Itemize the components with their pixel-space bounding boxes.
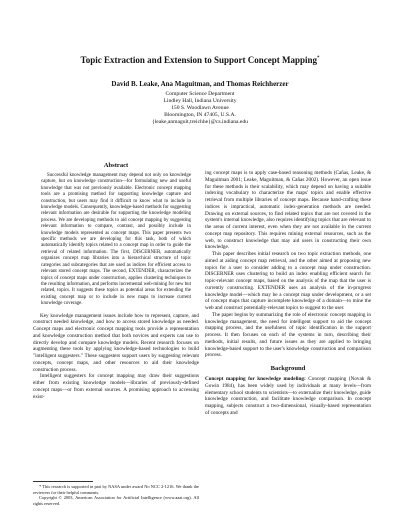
footnote-block [33, 481, 199, 506]
body-paragraph: ing concept maps is to apply case-based reasoning methods (Cañas, Leake, & Maguitman 2001; Leake, Maguitman, & Cañas 2002). However, an open issue for these methods is their scalability, which may depend on having a suitable indexing vocabulary to characterize the maps' topics and enable effective retrieval from multiple libraries of concept maps. Because hand-crafting these indices is impractical, automatic index-generation methods are needed. Drawing on external sources, to find related topics that are not covered in the system's internal knowledge, also requires identifying topics that are relevant to the areas of current interest, even when they are not available in the current concept map repository. This requires mining external resources, such as the web, to construct knowledge that may aid users in constructing their own knowledge. [205, 170, 371, 251]
background-body [205, 376, 371, 417]
body-paragraph: The paper begins by summarizing the role of electronic concept mapping in knowledge management, the need for intelligent support to aid the concept mapping process, and the usefulness of topic identification in the support process. It then focuses on each of the systems in turn, describing their methods, initial results, and future issues as they are applied to bringing knowledge-based support to the user's knowledge construction and comparison process. [205, 311, 371, 359]
author-list: David B. Leake, Ana Maguitman, and Thomas Reichherzer [111, 80, 289, 88]
body-paragraph: Key knowledge management issues include how to represent, capture, and construct needed knowledge, and how to access stored knowledge as needed. Concept maps and electronic concept mapping tools provide a representation and knowledge construction method that both novices and experts can use to directly develop and compare knowledge models. Recent research focuses on augmenting these tools by applying knowledge-based technologies to build "intelligent suggesters." These suggesters support users by suggesting relevant concepts, concept maps, and other resources to aid their knowledge construction process. [33, 312, 199, 373]
background-heading: Background [270, 365, 306, 372]
paper-title [30, 53, 370, 66]
intro-body [33, 313, 199, 401]
title-footnote-mark: * [316, 56, 320, 61]
background-lead: Concept mapping for knowledge modeling: [205, 376, 306, 382]
footnote-rule [33, 481, 93, 482]
title-text: Topic Extraction and Extension to Support Concept Mapping [80, 55, 317, 65]
affiliation-line: 150 S. Woodlawn Avenue [171, 105, 229, 111]
body-paragraph: This paper describes initial research on two topic extraction methods, one aimed at aiding concept map retrieval, and the other aimed at proposing new topics for a user to consider adding to a concept map under construction. DISCERNER uses clustering to build an index enabling efficient search for topic-relevant concept maps, based on the analysis of the map that the user is currently constructing. EXTENDER uses an analysis of the in-progress knowledge model—which may be a concept map under development, or a set of concept maps that capture incomplete knowledge of a domain—to mine the web and construct potentially-relevant topics to suggest to the user. [205, 251, 371, 311]
affiliation-line: Bloomington, IN 47405, U.S.A. [164, 112, 236, 118]
affiliation-block [40, 91, 360, 126]
right-body [205, 170, 371, 359]
author-emails: {leake,anmaguit,treichhe}@cs.indiana.edu [152, 119, 248, 125]
footnote-copyright: Copyright © 2003, American Association for Artificial Intelligence (www.aaai.org). All rights reserved. [33, 495, 199, 506]
background-text: Concept mapping (Novak & Gowin 1984), has been widely used by individuals at many levels—from elementary school students to scientists—to externalize their knowledge, guide knowledge construction, and facilitate knowledge comparison. In concept mapping, subjects construct a two-dimensional, visually-based representation of concepts and [205, 376, 372, 416]
abstract-text: Successful knowledge management may depend not only on knowledge capture, but on knowledge construction—for formulating new and useful knowledge that was not previously available. Electronic concept mapping tools are a promising method for supporting knowledge capture and construction, but users may find it difficult to know what to include in knowledge models. Consequently, knowledge-based methods for suggesting relevant information are desirable for supporting the knowledge modeling process. We are developing methods to aid concept mapping by suggesting relevant information to compare, contrast, and possibly include in knowledge models represented as concept maps. This paper presents two specific methods we are developing for this task, both of which automatically identify topics related to a concept map in order to guide the retrieval of related information. The first, DISCERNER, automatically organizes concept map libraries into a hierarchical structure of topic categories and subcategories that are used as indices for efficient access to relevant stored concept maps. The second, EXTENDER, characterizes the topics of concept maps under construction, applies clustering techniques to the resulting information, and performs incremental web-mining for new but related, topics. It suggests these topics as potential areas for extending the existing concept map or to include in new maps to increase current knowledge coverage. [41, 173, 191, 307]
abstract-body [33, 173, 199, 308]
affiliation-line: Computer Science Department [165, 91, 235, 97]
footnote-funding: * This research is supported in part by NASA under award No NCC 2-1216. We thank the reviewers for their helpful comments. [33, 484, 199, 495]
right-column [205, 170, 371, 417]
background-paragraph [205, 376, 371, 417]
affiliation-line: Lindley Hall, Indiana University [163, 98, 237, 104]
body-paragraph: Intelligent suggesters for concept mapping may draw their suggestions either from existing knowledge models—libraries of previously-defined concept maps—or from external sources. A promising approach to accessing exist- [33, 373, 199, 400]
left-column [33, 162, 199, 400]
abstract-heading: Abstract [103, 162, 129, 169]
